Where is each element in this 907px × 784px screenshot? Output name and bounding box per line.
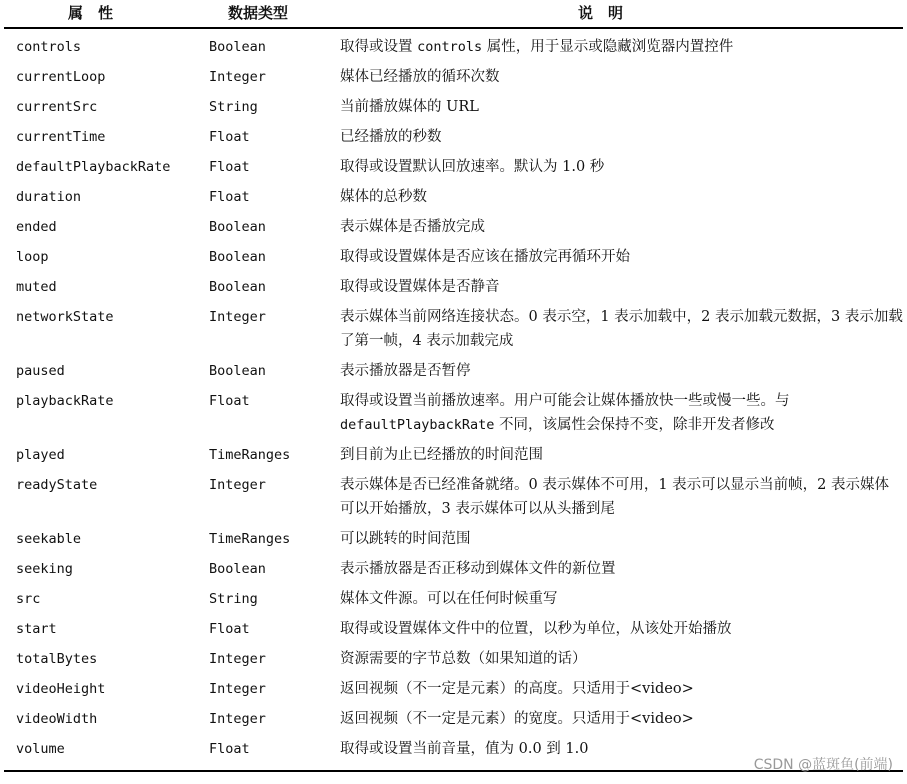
description-code: defaultPlaybackRate bbox=[340, 417, 495, 433]
description-text: 取得或设置媒体文件中的位置，以秒为单位，从该处开始播放 bbox=[340, 621, 732, 637]
data-type: Float bbox=[209, 741, 250, 757]
description bbox=[340, 470, 903, 524]
property-name: ended bbox=[16, 219, 57, 235]
description-text: 可以跳转的时间范围 bbox=[340, 531, 471, 547]
description bbox=[340, 242, 903, 272]
table-row bbox=[4, 554, 903, 584]
description bbox=[340, 644, 903, 674]
description bbox=[340, 674, 903, 704]
description-text: 返回视频（不一定是元素）的宽度。只适用于<video> bbox=[340, 711, 694, 727]
description-text: 媒体文件源。可以在任何时候重写 bbox=[340, 591, 558, 607]
description bbox=[340, 554, 903, 584]
property-name: currentTime bbox=[16, 129, 106, 145]
property-name: played bbox=[16, 447, 65, 463]
data-type: String bbox=[209, 99, 258, 115]
description-text: 表示媒体是否播放完成 bbox=[340, 219, 485, 235]
data-type: Float bbox=[209, 159, 250, 175]
data-type: Integer bbox=[209, 309, 266, 325]
property-name: volume bbox=[16, 741, 65, 757]
table-row bbox=[4, 212, 903, 242]
table-row bbox=[4, 62, 903, 92]
data-type: Float bbox=[209, 189, 250, 205]
table-row bbox=[4, 704, 903, 734]
table-row bbox=[4, 584, 903, 614]
description-text: 媒体的总秒数 bbox=[340, 189, 427, 205]
description-text: 表示媒体当前网络连接状态。0 表示空，1 表示加载中，2 表示加载元数据，3 表示加载了第一帧，4 表示加载完成 bbox=[340, 309, 903, 349]
table-row bbox=[4, 524, 903, 554]
description bbox=[340, 92, 903, 122]
data-type: Boolean bbox=[209, 561, 266, 577]
description-text: 当前播放媒体的 URL bbox=[340, 99, 479, 115]
data-type: TimeRanges bbox=[209, 531, 291, 547]
description bbox=[340, 440, 903, 470]
description bbox=[340, 302, 903, 356]
description-text: 媒体已经播放的循环次数 bbox=[340, 69, 500, 85]
table-row bbox=[4, 92, 903, 122]
description bbox=[340, 356, 903, 386]
description bbox=[340, 152, 903, 182]
description bbox=[340, 524, 903, 554]
data-type: Boolean bbox=[209, 219, 266, 235]
property-name: defaultPlaybackRate bbox=[16, 159, 171, 175]
property-name: start bbox=[16, 621, 57, 637]
data-type: Boolean bbox=[209, 279, 266, 295]
property-name: seekable bbox=[16, 531, 82, 547]
description-text: 取得或设置当前播放速率。用户可能会让媒体播放快一些或慢一些。与 bbox=[340, 393, 790, 409]
table-row bbox=[4, 386, 903, 440]
data-type: Integer bbox=[209, 69, 266, 85]
description-text: 取得或设置默认回放速率。默认为 1.0 秒 bbox=[340, 159, 605, 175]
description-text: 取得或设置当前音量，值为 0.0 到 1.0 bbox=[340, 741, 589, 757]
data-type: Float bbox=[209, 621, 250, 637]
table-row bbox=[4, 644, 903, 674]
description-text: 取得或设置 bbox=[340, 39, 418, 55]
description-text: 取得或设置媒体是否静音 bbox=[340, 279, 500, 295]
table-row bbox=[4, 32, 903, 62]
description bbox=[340, 386, 903, 440]
data-type: Integer bbox=[209, 651, 266, 667]
data-type: Integer bbox=[209, 477, 266, 493]
data-type: Boolean bbox=[209, 39, 266, 55]
property-name: playbackRate bbox=[16, 393, 114, 409]
property-name: seeking bbox=[16, 561, 73, 577]
table-row bbox=[4, 614, 903, 644]
table-row bbox=[4, 272, 903, 302]
data-type: Boolean bbox=[209, 363, 266, 379]
description-code: controls bbox=[417, 39, 483, 55]
table-body bbox=[4, 32, 903, 764]
property-name: currentLoop bbox=[16, 69, 106, 85]
data-type: TimeRanges bbox=[209, 447, 291, 463]
description bbox=[340, 212, 903, 242]
description-text: 取得或设置媒体是否应该在播放完再循环开始 bbox=[340, 249, 630, 265]
data-type: Boolean bbox=[209, 249, 266, 265]
table-row bbox=[4, 674, 903, 704]
property-name: networkState bbox=[16, 309, 114, 325]
property-name: muted bbox=[16, 279, 57, 295]
table-row bbox=[4, 182, 903, 212]
description-text: 到目前为止已经播放的时间范围 bbox=[340, 447, 543, 463]
data-type: String bbox=[209, 591, 258, 607]
description-text: 不同，该属性会保持不变，除非开发者修改 bbox=[494, 417, 775, 433]
property-name: loop bbox=[16, 249, 49, 265]
description bbox=[340, 182, 903, 212]
description-text: 表示媒体是否已经准备就绪。0 表示媒体不可用，1 表示可以显示当前帧，2 表示媒体可以开始播放，3 表示媒体可以从头播到尾 bbox=[340, 477, 890, 517]
description bbox=[340, 272, 903, 302]
property-name: paused bbox=[16, 363, 65, 379]
table-row bbox=[4, 242, 903, 272]
description bbox=[340, 62, 903, 92]
watermark: CSDN @蓝斑鱼(前端) bbox=[753, 757, 893, 773]
header-col-description: 说 明 bbox=[578, 4, 624, 22]
property-name: videoHeight bbox=[16, 681, 106, 697]
table-row bbox=[4, 356, 903, 386]
description bbox=[340, 584, 903, 614]
description-text: 表示播放器是否正移动到媒体文件的新位置 bbox=[340, 561, 616, 577]
header-col-type: 数据类型 bbox=[228, 4, 289, 22]
description-text: 属性，用于显示或隐藏浏览器内置控件 bbox=[482, 39, 734, 55]
property-name: totalBytes bbox=[16, 651, 98, 667]
property-table bbox=[4, 32, 903, 764]
description-text: 表示播放器是否暂停 bbox=[340, 363, 471, 379]
description-text: 资源需要的字节总数（如果知道的话） bbox=[340, 651, 587, 667]
table-row bbox=[4, 440, 903, 470]
table-row bbox=[4, 302, 903, 356]
property-name: src bbox=[16, 591, 41, 607]
property-name: controls bbox=[16, 39, 82, 55]
table-row bbox=[4, 152, 903, 182]
description-text: 返回视频（不一定是元素）的高度。只适用于<video> bbox=[340, 681, 694, 697]
property-name: readyState bbox=[16, 477, 98, 493]
property-name: duration bbox=[16, 189, 82, 205]
table-row bbox=[4, 122, 903, 152]
description-text: 已经播放的秒数 bbox=[340, 129, 442, 145]
header-rule bbox=[4, 27, 903, 29]
data-type: Integer bbox=[209, 711, 266, 727]
description bbox=[340, 122, 903, 152]
property-name: currentSrc bbox=[16, 99, 98, 115]
data-type: Float bbox=[209, 393, 250, 409]
data-type: Integer bbox=[209, 681, 266, 697]
table-row bbox=[4, 470, 903, 524]
description bbox=[340, 32, 903, 62]
property-name: videoWidth bbox=[16, 711, 98, 727]
description bbox=[340, 704, 903, 734]
description bbox=[340, 614, 903, 644]
header-col-property: 属 性 bbox=[68, 4, 114, 22]
data-type: Float bbox=[209, 129, 250, 145]
